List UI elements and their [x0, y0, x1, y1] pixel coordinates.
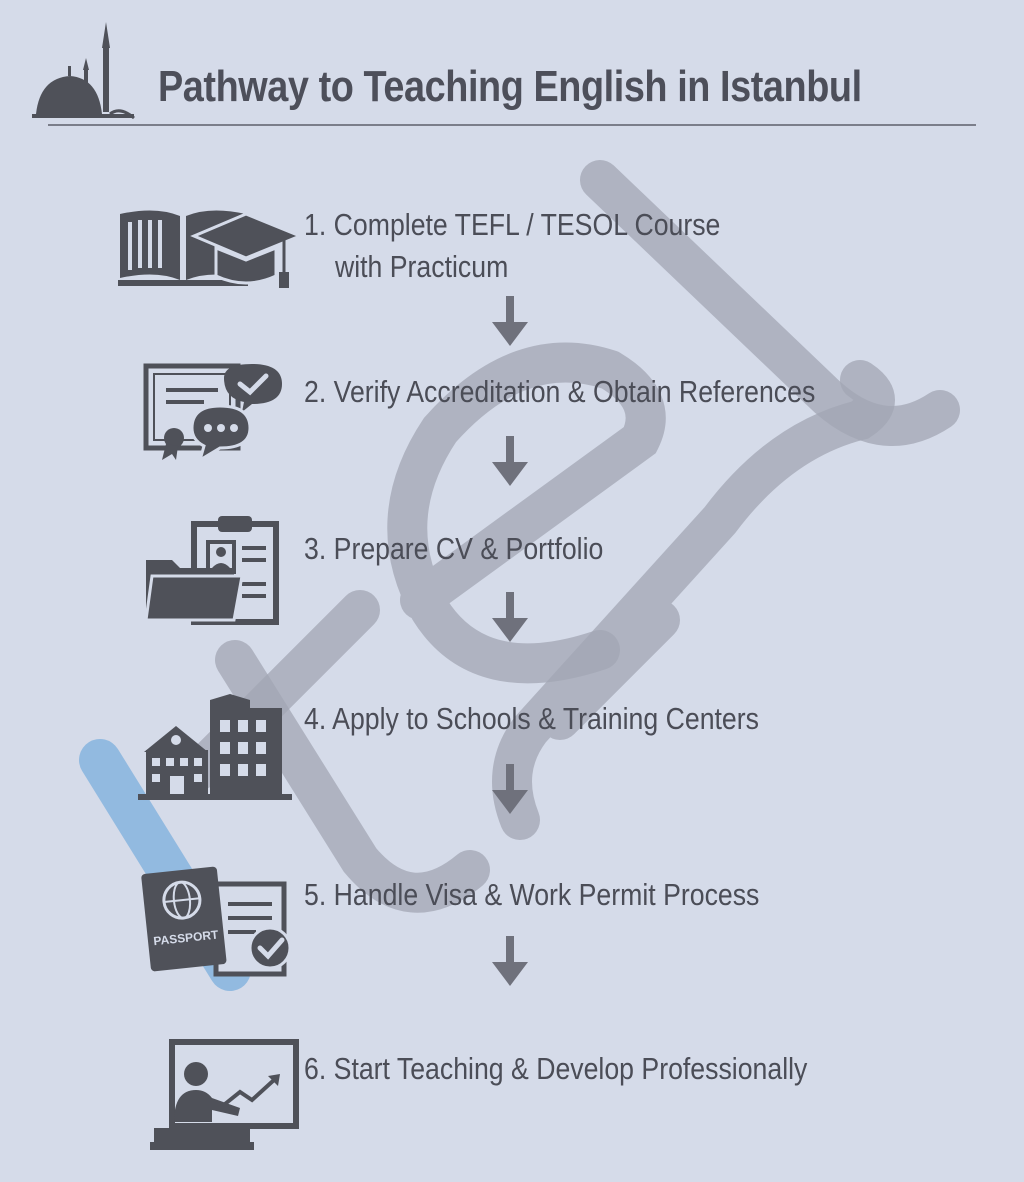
- watermark-f: [512, 380, 875, 820]
- arrow-down-icon: [488, 436, 532, 488]
- step-3-number: 3.: [304, 531, 327, 566]
- step-5-text: Handle Visa & Work Permit Process: [333, 877, 760, 912]
- arrow-down-icon: [488, 296, 532, 348]
- step-6-label: [304, 1048, 807, 1090]
- step-1-text-line1: Complete TEFL / TESOL Course: [333, 207, 721, 242]
- step-2-text: Verify Accreditation & Obtain References: [333, 374, 816, 409]
- arrow-down-icon: [488, 764, 532, 816]
- mosque-icon: [30, 18, 140, 122]
- step-6-number: 6.: [304, 1051, 327, 1086]
- step-1-number: 1.: [304, 207, 327, 242]
- step-5-label: [304, 874, 759, 916]
- page-title: Pathway to Teaching English in Istanbul: [158, 62, 862, 111]
- school-buildings-icon: [138, 692, 292, 804]
- arrow-down-icon: [488, 592, 532, 644]
- step-3-label: [304, 528, 603, 570]
- step-4-label: [304, 698, 759, 740]
- step-6-text: Start Teaching & Develop Professionally: [333, 1051, 808, 1086]
- folder-clipboard-icon: [142, 514, 282, 626]
- step-5-number: 5.: [304, 877, 327, 912]
- step-4-text: Apply to Schools & Training Centers: [332, 701, 759, 736]
- book-graduation-cap-icon: [116, 200, 302, 292]
- passport-document-icon: [140, 862, 296, 978]
- header-divider: [48, 124, 976, 126]
- step-3-text: Prepare CV & Portfolio: [333, 531, 604, 566]
- passport-label: PASSPORT: [152, 927, 219, 949]
- step-4-number: 4.: [304, 701, 327, 736]
- step-1-label: [304, 204, 720, 288]
- arrow-down-icon: [488, 936, 532, 988]
- step-1-text-line2: with Practicum: [334, 249, 509, 284]
- step-2-number: 2.: [304, 374, 327, 409]
- teacher-board-icon: [150, 1036, 302, 1154]
- certificate-chat-icon: [142, 360, 292, 464]
- step-2-label: [304, 371, 815, 413]
